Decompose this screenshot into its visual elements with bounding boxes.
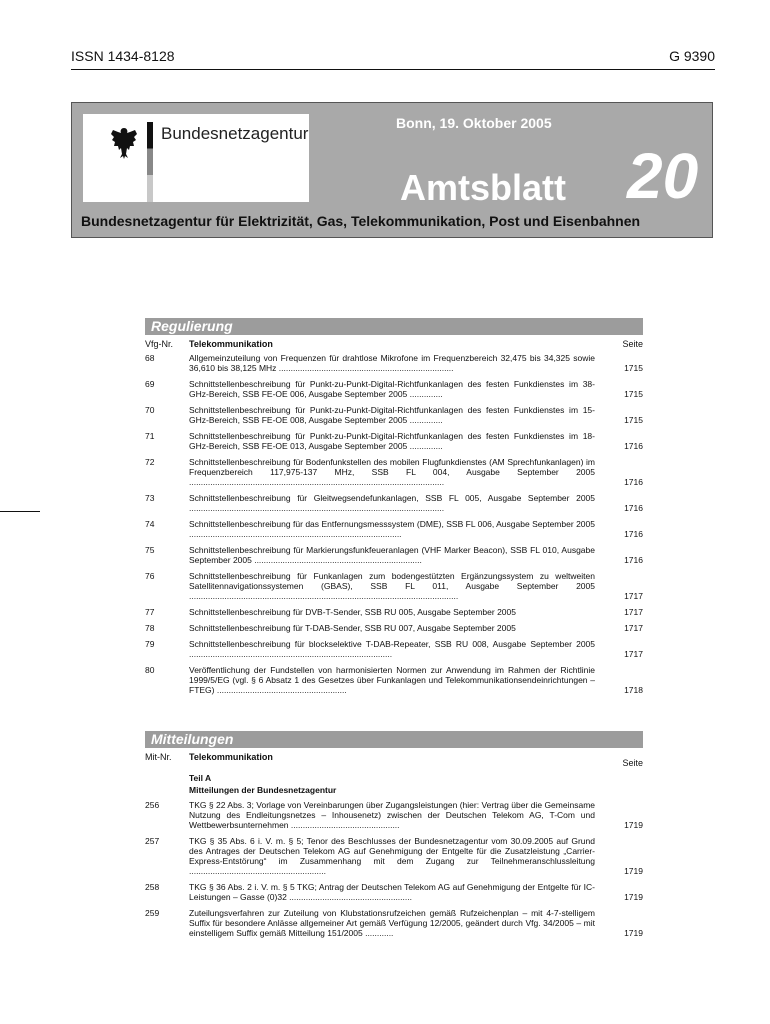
section-title: Mitteilungen [145, 731, 643, 748]
entry-title: Schnittstellenbeschreibung für Punkt-zu-Punkt-Digital-Richtfunkanlagen des festen Funkdienstes im 38-GHz-Bereich, SSB FE-OE 006, Ausgabe September 2005 .............. [189, 379, 595, 399]
header-rule [71, 69, 715, 70]
entry-page: 1716 [624, 441, 643, 451]
list-item [145, 623, 643, 633]
entry-number: 80 [145, 665, 155, 675]
list-item [145, 353, 643, 373]
entry-title: Schnittstellenbeschreibung für Bodenfunkstellen des mobilen Flugfunkdienstes (AM Sprechfunkanlagen) im Frequenzbereich 117,975-137 MHz, SSB FL 004, Ausgabe September 2005 ............................................................................................................ [189, 457, 595, 487]
entry-title: TKG § 36 Abs. 2 i. V. m. § 5 TKG; Antrag der Deutschen Telekom AG auf Genehmigung der Entgelte für IC-Leistungen – Gasse (0)32 .................................................... [189, 882, 595, 902]
col-topic: Telekommunikation [189, 339, 273, 349]
entry-number: 75 [145, 545, 155, 555]
logo-text: Bundesnetzagentur [161, 124, 309, 143]
entry-number: 79 [145, 639, 155, 649]
margin-mark [0, 511, 40, 512]
entry-list [145, 353, 643, 695]
entry-number: 76 [145, 571, 155, 581]
entry-number: 70 [145, 405, 155, 415]
section-regulierung [145, 318, 643, 701]
flag-bar [147, 122, 153, 202]
journal-code: G 9390 [669, 48, 715, 64]
entry-title: TKG § 35 Abs. 6 i. V. m. § 5; Tenor des Beschlusses der Bundesnetzagentur vom 30.09.2005 auf Grund des Antrages der Deutschen Telekom AG auf Genehmigung der Entgelte für die Zusatzleistung „Carrier-Express-Entstörung“ im Zusammenhang mit dem Zugang zur Teilnehmeranschlussleitung .......................................................... [189, 836, 595, 876]
entry-title: Schnittstellenbeschreibung für Funkanlagen zum bodengestützten Ergänzungssystem zu weltweiten Satellitennavigationssystemen (GBAS), SSB FL 011, Ausgabe September 2005 .................................................................................................................. [189, 571, 595, 601]
list-item [145, 800, 643, 830]
entry-page: 1719 [624, 928, 643, 938]
entry-title: Zuteilungsverfahren zur Zuteilung von Klubstationsrufzeichen gemäß Rufzeichenplan – mit 4-7-stelligem Suffix für besondere Anlässe allgemeiner Art gemäß Verfügung 12/2005, geändert durch Vfg. 34/2005 – mit einstelligem Suffix gemäß Mitteilung 151/2005 ............ [189, 908, 595, 938]
entry-page: 1716 [624, 529, 643, 539]
issue-date: Bonn, 19. Oktober 2005 [396, 115, 552, 131]
entry-number: 257 [145, 836, 160, 846]
list-item [145, 836, 643, 876]
entry-number: 68 [145, 353, 155, 363]
list-item [145, 665, 643, 695]
federal-eagle-icon [109, 126, 139, 160]
list-item [145, 457, 643, 487]
list-item [145, 519, 643, 539]
entry-number: 78 [145, 623, 155, 633]
entry-number: 71 [145, 431, 155, 441]
entry-title: TKG § 22 Abs. 3; Vorlage von Vereinbarungen über Zugangsleistungen (hier: Vertrag über die Gemeinsame Nutzung des Endleitungsnetzes – Inhousenetz) zwischen der Deutschen Telekom AG, T-Com und Wettbewerbsunternehmen .............................................. [189, 800, 595, 830]
entry-page: 1717 [624, 623, 643, 633]
col-page: Seite [622, 758, 643, 768]
entry-number: 259 [145, 908, 160, 918]
entry-title: Veröffentlichung der Fundstellen von harmonisierten Normen zur Anwendung im Rahmen der Richtlinie 1999/5/EG (vgl. § 6 Absatz 1 des Gesetzes über Funkanlagen und Telekommunikationsendeinrichtungen – FTEG) ....................................................... [189, 665, 595, 695]
entry-number: 69 [145, 379, 155, 389]
entry-list [145, 800, 643, 938]
list-item [145, 431, 643, 451]
list-item [145, 379, 643, 399]
entry-title: Schnittstellenbeschreibung für Gleitwegsendefunkanlagen, SSB FL 005, Ausgabe September 2005 ............................................................................................................ [189, 493, 595, 513]
list-item [145, 639, 643, 659]
entry-page: 1719 [624, 820, 643, 830]
entry-page: 1715 [624, 415, 643, 425]
entry-page: 1719 [624, 892, 643, 902]
list-item [145, 908, 643, 938]
col-topic: Telekommunikation [189, 752, 273, 762]
entry-title: Allgemeinzuteilung von Frequenzen für drahtlose Mikrofone im Frequenzbereich 32,475 bis 34,325 sowie 36,610 bis 38,125 MHz .......................................................................... [189, 353, 595, 373]
entry-number: 72 [145, 457, 155, 467]
entry-page: 1717 [624, 607, 643, 617]
section-title: Regulierung [145, 318, 643, 335]
entry-number: 256 [145, 800, 160, 810]
entry-page: 1719 [624, 866, 643, 876]
entry-page: 1718 [624, 685, 643, 695]
entry-number: 77 [145, 607, 155, 617]
entry-title: Schnittstellenbeschreibung für Punkt-zu-Punkt-Digital-Richtfunkanlagen des festen Funkdienstes im 18-GHz-Bereich, SSB FE-OE 013, Ausgabe September 2005 .............. [189, 431, 595, 451]
column-header [145, 339, 643, 353]
issue-number: 20 [627, 140, 699, 212]
entry-number: 74 [145, 519, 155, 529]
entry-title: Schnittstellenbeschreibung für Punkt-zu-Punkt-Digital-Richtfunkanlagen des festen Funkdienstes im 15-GHz-Bereich, SSB FE-OE 008, Ausgabe September 2005 .............. [189, 405, 595, 425]
agency-logo [83, 114, 309, 202]
entry-page: 1715 [624, 363, 643, 373]
agency-full-name: Bundesnetzagentur für Elektrizität, Gas, Telekommunikation, Post und Eisenbahnen [81, 213, 641, 229]
entry-title: Schnittstellenbeschreibung für Markierungsfunkfeueranlagen (VHF Marker Beacon), SSB FL 010, Ausgabe September 2005 ....................................................................... [189, 545, 595, 565]
list-item [145, 493, 643, 513]
col-page: Seite [622, 339, 643, 349]
col-nr: Vfg-Nr. [145, 339, 174, 349]
list-item [145, 405, 643, 425]
entry-title: Schnittstellenbeschreibung für das Entfernungsmesssystem (DME), SSB FL 006, Ausgabe September 2005 .......................................................................................... [189, 519, 595, 539]
list-item [145, 571, 643, 601]
entry-number: 73 [145, 493, 155, 503]
entry-page: 1715 [624, 389, 643, 399]
page-header [71, 48, 715, 70]
list-item [145, 882, 643, 902]
part-title: Mitteilungen der Bundesnetzagentur [189, 785, 337, 795]
masthead [71, 102, 713, 238]
entry-page: 1716 [624, 477, 643, 487]
section-mitteilungen [145, 731, 643, 944]
list-item [145, 607, 643, 617]
entry-number: 258 [145, 882, 160, 892]
col-nr: Mit-Nr. [145, 752, 172, 762]
issn-number: ISSN 1434-8128 [71, 48, 175, 64]
entry-title: Schnittstellenbeschreibung für DVB-T-Sender, SSB RU 005, Ausgabe September 2005 [189, 607, 516, 617]
entry-title: Schnittstellenbeschreibung für T-DAB-Sender, SSB RU 007, Ausgabe September 2005 [189, 623, 516, 633]
journal-title: Amtsblatt [400, 167, 567, 208]
list-item [145, 545, 643, 565]
entry-page: 1717 [624, 591, 643, 601]
part-label: Teil A [189, 773, 212, 783]
entry-title: Schnittstellenbeschreibung für blockselektive T-DAB-Repeater, SSB RU 008, Ausgabe September 2005 ...................................................................................... [189, 639, 595, 659]
column-header [145, 752, 643, 772]
entry-page: 1716 [624, 503, 643, 513]
entry-page: 1716 [624, 555, 643, 565]
entry-page: 1717 [624, 649, 643, 659]
